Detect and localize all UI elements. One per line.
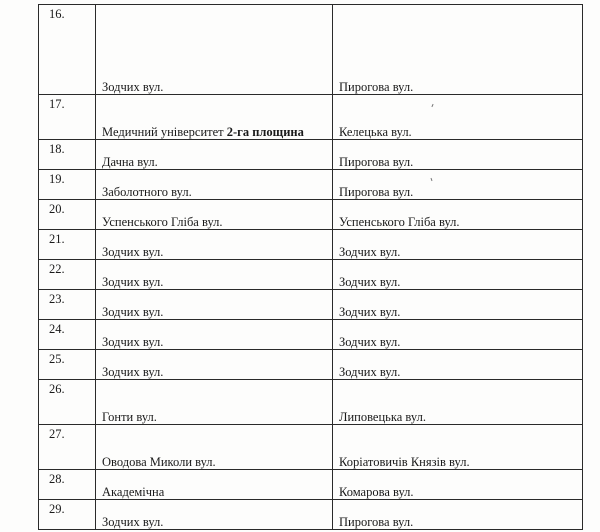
cross-street-cell — [333, 425, 583, 470]
street-name: Медичний університет — [102, 125, 227, 139]
cross-street-cell — [333, 140, 583, 170]
cross-street-cell — [333, 95, 583, 140]
row-number: 29. — [49, 502, 65, 516]
cross-street-name: Успенського Гліба вул. — [339, 215, 460, 229]
cross-street-cell — [333, 320, 583, 350]
street-name: Зодчих вул. — [102, 275, 164, 289]
row-number-cell — [39, 290, 96, 320]
street-cell — [96, 320, 333, 350]
row-number: 18. — [49, 142, 65, 156]
cross-street-cell — [333, 470, 583, 500]
table-row — [39, 500, 583, 530]
street-name: Дачна вул. — [102, 155, 158, 169]
row-number: 20. — [49, 202, 65, 216]
cross-street-cell — [333, 350, 583, 380]
row-number-cell — [39, 200, 96, 230]
cross-street-cell — [333, 290, 583, 320]
street-name-bold: 2-га площина — [226, 125, 304, 139]
cross-street-cell — [333, 200, 583, 230]
row-number: 24. — [49, 322, 65, 336]
row-number-cell — [39, 500, 96, 530]
table-row — [39, 320, 583, 350]
cross-street-name: Зодчих вул. — [339, 365, 401, 379]
street-list-table — [38, 4, 583, 530]
street-name: Оводова Миколи вул. — [102, 455, 216, 469]
table-row — [39, 230, 583, 260]
street-name: Зодчих вул. — [102, 515, 164, 529]
street-cell — [96, 170, 333, 200]
street-cell — [96, 425, 333, 470]
cross-street-name: Пирогова вул. — [339, 80, 414, 94]
table-row — [39, 140, 583, 170]
row-number-cell — [39, 380, 96, 425]
street-name: Зодчих вул. — [102, 365, 164, 379]
street-cell — [96, 5, 333, 95]
street-cell — [96, 230, 333, 260]
street-cell — [96, 350, 333, 380]
row-number-cell — [39, 230, 96, 260]
row-number-cell — [39, 320, 96, 350]
row-number-cell — [39, 260, 96, 290]
street-cell — [96, 140, 333, 170]
row-number-cell — [39, 95, 96, 140]
row-number: 25. — [49, 352, 65, 366]
cross-street-name: Пирогова вул. — [339, 185, 414, 199]
table-row — [39, 425, 583, 470]
street-cell — [96, 380, 333, 425]
cross-street-cell — [333, 500, 583, 530]
table-row — [39, 200, 583, 230]
row-number: 22. — [49, 262, 65, 276]
street-name: Заболотного вул. — [102, 185, 192, 199]
street-name: Успенського Гліба вул. — [102, 215, 223, 229]
table-row — [39, 350, 583, 380]
table-row — [39, 290, 583, 320]
row-number-cell — [39, 5, 96, 95]
street-name: Зодчих вул. — [102, 335, 164, 349]
street-name: Зодчих вул. — [102, 305, 164, 319]
table-row — [39, 5, 583, 95]
row-number: 16. — [49, 7, 65, 21]
cross-street-cell — [333, 380, 583, 425]
table-row — [39, 95, 583, 140]
street-cell — [96, 260, 333, 290]
street-cell — [96, 290, 333, 320]
cross-street-name: Келецька вул. — [339, 125, 412, 139]
cross-street-cell — [333, 170, 583, 200]
row-number-cell — [39, 140, 96, 170]
table-row — [39, 170, 583, 200]
table-row — [39, 260, 583, 290]
cross-street-name: Липовецька вул. — [339, 410, 426, 424]
row-number-cell — [39, 470, 96, 500]
street-name: Зодчих вул. — [102, 245, 164, 259]
cross-street-cell — [333, 5, 583, 95]
cross-street-name: Зодчих вул. — [339, 335, 401, 349]
street-name: Гонти вул. — [102, 410, 157, 424]
row-number: 27. — [49, 427, 65, 441]
row-number: 17. — [49, 97, 65, 111]
street-name: Академічна — [102, 485, 165, 499]
table-row — [39, 470, 583, 500]
row-number-cell — [39, 350, 96, 380]
table-row — [39, 380, 583, 425]
cross-street-name: Зодчих вул. — [339, 245, 401, 259]
cross-street-cell — [333, 260, 583, 290]
row-number: 28. — [49, 472, 65, 486]
cross-street-name: Комарова вул. — [339, 485, 414, 499]
row-number: 23. — [49, 292, 65, 306]
street-name: Зодчих вул. — [102, 80, 164, 94]
street-cell — [96, 200, 333, 230]
cross-street-name: Пирогова вул. — [339, 515, 414, 529]
row-number: 19. — [49, 172, 65, 186]
cross-street-name: Коріатовичів Князів вул. — [339, 455, 470, 469]
row-number: 26. — [49, 382, 65, 396]
street-cell — [96, 500, 333, 530]
row-number: 21. — [49, 232, 65, 246]
cross-street-name: Пирогова вул. — [339, 155, 414, 169]
cross-street-name: Зодчих вул. — [339, 305, 401, 319]
cross-street-cell — [333, 230, 583, 260]
cross-street-name: Зодчих вул. — [339, 275, 401, 289]
street-cell — [96, 470, 333, 500]
row-number-cell — [39, 425, 96, 470]
row-number-cell — [39, 170, 96, 200]
street-cell — [96, 95, 333, 140]
